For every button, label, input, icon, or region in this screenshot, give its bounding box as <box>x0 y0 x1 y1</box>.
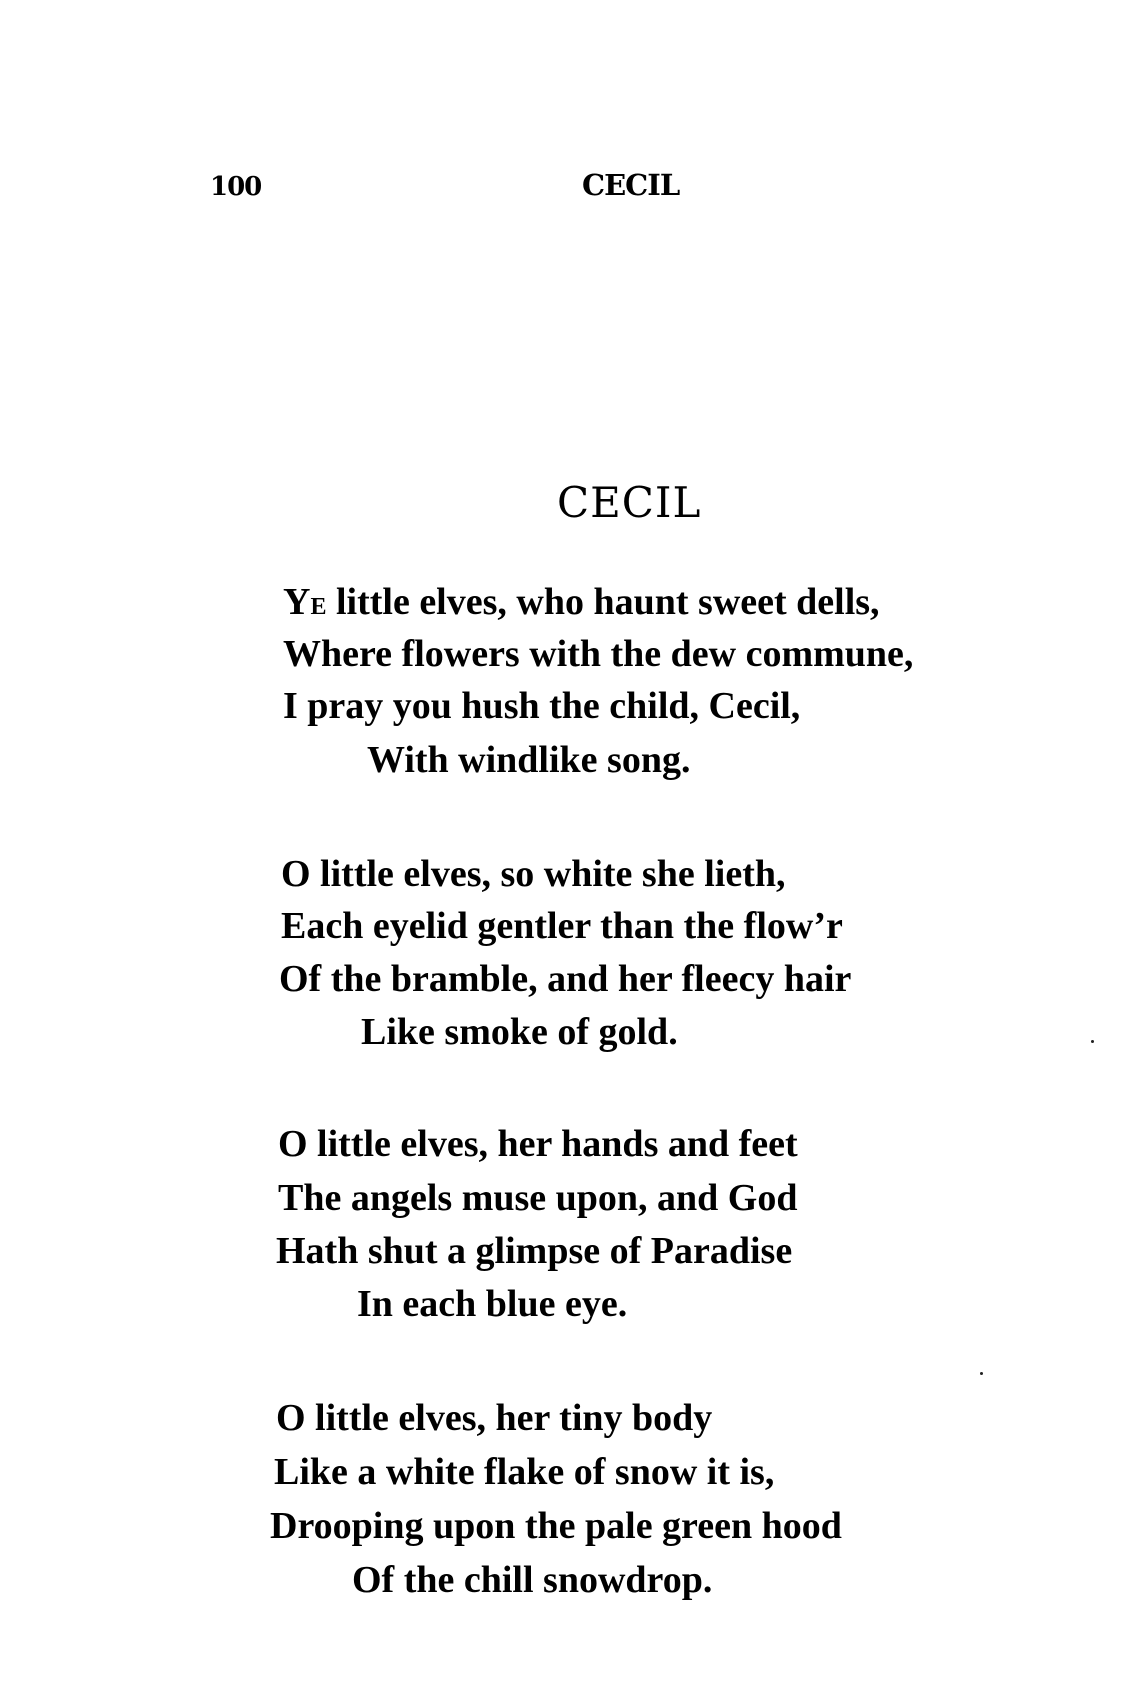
poem-title: CECIL <box>557 478 702 527</box>
poem-line: The angels muse upon, and God <box>278 1177 798 1219</box>
scan-speck <box>1091 1040 1094 1043</box>
running-head <box>0 168 1121 208</box>
poem-line: Like a white flake of snow it is, <box>274 1451 775 1493</box>
poem-line <box>283 580 880 629</box>
poem-line: O little elves, her hands and feet <box>278 1123 798 1165</box>
poem-line: Of the bramble, and her fleecy hair <box>279 958 852 1000</box>
poem-line: Drooping upon the pale green hood <box>270 1505 842 1547</box>
poem-line-indented: Of the chill snowdrop. <box>352 1559 713 1601</box>
poem-line: I pray you hush the child, Cecil, <box>283 685 801 727</box>
poem-line: Hath shut a glimpse of Paradise <box>276 1230 793 1272</box>
page-number: 100 <box>210 172 262 202</box>
poem-line: Where flowers with the dew commune, <box>283 633 914 675</box>
poem-line-text: little elves, who haunt sweet dells, <box>326 581 880 623</box>
poem-line-indented: With windlike song. <box>367 739 691 781</box>
first-word-initial: Y <box>283 581 311 623</box>
poem-line: Each eyelid gentler than the flow’r <box>281 905 843 947</box>
poem-line-indented: In each blue eye. <box>357 1283 628 1325</box>
scan-speck <box>980 1372 983 1375</box>
poem-line: O little elves, her tiny body <box>276 1397 713 1439</box>
running-title: CECIL <box>582 168 680 202</box>
poem-line-indented: Like smoke of gold. <box>361 1011 678 1053</box>
poem-line: O little elves, so white she lieth, <box>281 853 786 895</box>
first-word-smallcap: E <box>310 594 327 620</box>
